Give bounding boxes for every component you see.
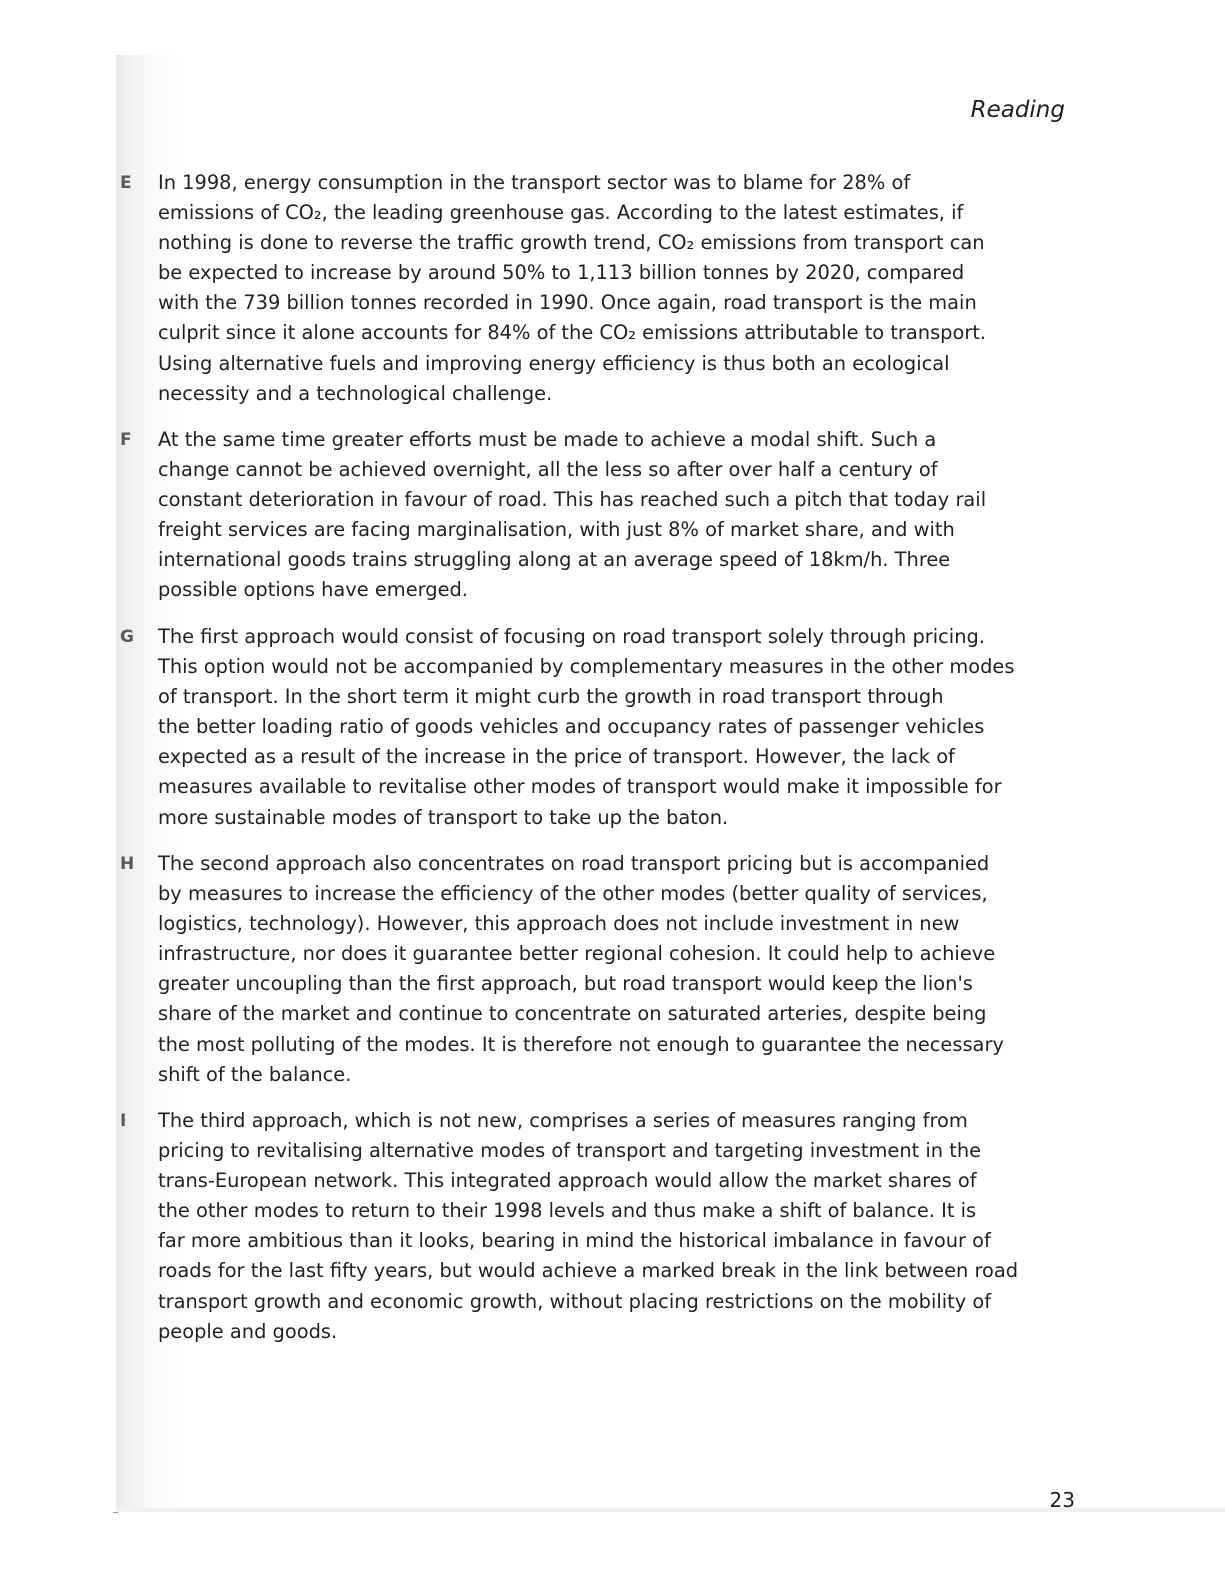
paragraph-line: of transport. In the short term it might curb the growth in road transport through: [158, 685, 944, 709]
paragraph-letter: G: [120, 627, 134, 647]
paragraph-line: with the 739 billion tonnes recorded in 1990. Once again, road transport is the main: [158, 291, 977, 315]
paragraph-line: international goods trains struggling along at an average speed of 18km/h. Three: [158, 548, 951, 572]
paragraph-line: logistics, technology). However, this approach does not include investment in new: [158, 912, 960, 936]
paragraph-line: The first approach would consist of focusing on road transport solely through pricing.: [158, 625, 985, 648]
paragraph-line: freight services are facing marginalisation, with just 8% of market share, and with: [158, 518, 955, 542]
paragraph-line: necessity and a technological challenge.: [158, 381, 553, 405]
paragraph-line: measures available to revitalise other modes of transport would make it impossible for: [158, 775, 1002, 799]
paragraph-g: [120, 622, 1070, 833]
paragraph-line: by measures to increase the efficiency of the other modes (better quality of services,: [158, 882, 988, 906]
paragraph-line: the other modes to return to their 1998 levels and thus make a shift of balance. It is: [158, 1199, 977, 1223]
paragraph-line: In 1998, energy consumption in the transport sector was to blame for 28% of: [158, 171, 911, 194]
paragraph-line: the most polluting of the modes. It is therefore not enough to guarantee the necessary: [158, 1032, 1004, 1056]
paragraph-line: constant deterioration in favour of road. This has reached such a pitch that today rail: [158, 488, 987, 512]
paragraph-letter: F: [120, 430, 132, 450]
paragraph-i: [120, 1106, 1070, 1347]
paragraph-line: more sustainable modes of transport to take up the baton.: [158, 805, 729, 829]
paragraph-line: At the same time greater efforts must be made to achieve a modal shift. Such a: [158, 428, 937, 451]
paragraph-line: the better loading ratio of goods vehicles and occupancy rates of passenger vehicles: [158, 715, 985, 739]
paragraph-letter: I: [120, 1111, 127, 1131]
paragraph-line: be expected to increase by around 50% to 1,113 billion tonnes by 2020, compared: [158, 261, 965, 285]
paragraph-letter: E: [120, 173, 132, 193]
paragraph-line: possible options have emerged.: [158, 578, 468, 602]
paragraph-line: This option would not be accompanied by complementary measures in the other modes: [158, 655, 1015, 679]
paragraph-line: far more ambitious than it looks, bearing in mind the historical imbalance in favour of: [158, 1229, 991, 1253]
paragraph-line: trans-European network. This integrated approach would allow the market shares of: [158, 1169, 977, 1193]
paragraph-line: The second approach also concentrates on road transport pricing but is accompanied: [158, 852, 990, 875]
paragraph-line: emissions of CO₂, the leading greenhouse gas. According to the latest estimates, if: [158, 201, 964, 225]
paragraph-line: nothing is done to reverse the traffic growth trend, CO₂ emissions from transport can: [158, 231, 985, 255]
paragraph-line: The third approach, which is not new, comprises a series of measures ranging from: [158, 1109, 968, 1132]
paragraph-line: shift of the balance.: [158, 1062, 352, 1086]
paragraph-line: change cannot be achieved overnight, all the less so after over half a century of: [158, 458, 938, 482]
paragraph-line: pricing to revitalising alternative modes of transport and targeting investment in the: [158, 1139, 982, 1163]
paragraph-line: infrastructure, nor does it guarantee better regional cohesion. It could help to achieve: [158, 942, 996, 966]
paragraph-line: Using alternative fuels and improving energy efficiency is thus both an ecological: [158, 351, 950, 375]
crop-mark: [113, 1512, 118, 1513]
paragraph-h: [120, 849, 1070, 1090]
paragraph-line: roads for the last fifty years, but would achieve a marked break in the link between road: [158, 1259, 1019, 1283]
paragraph-line: expected as a result of the increase in the price of transport. However, the lack of: [158, 745, 955, 769]
page-number: 23: [1049, 1488, 1075, 1512]
paragraph-line: share of the market and continue to concentrate on saturated arteries, despite being: [158, 1002, 987, 1026]
paragraph-line: transport growth and economic growth, without placing restrictions on the mobility of: [158, 1289, 992, 1313]
paragraph-line: culprit since it alone accounts for 84% of the CO₂ emissions attributable to transport.: [158, 321, 987, 345]
paragraph-letter: H: [120, 854, 135, 874]
running-head: Reading: [970, 97, 1065, 123]
paragraph-line: greater uncoupling than the first approach, but road transport would keep the lion's: [158, 972, 973, 996]
paragraph-f: [120, 425, 1070, 606]
paragraph-line: people and goods.: [158, 1319, 338, 1343]
paragraph-e: [120, 168, 1070, 409]
